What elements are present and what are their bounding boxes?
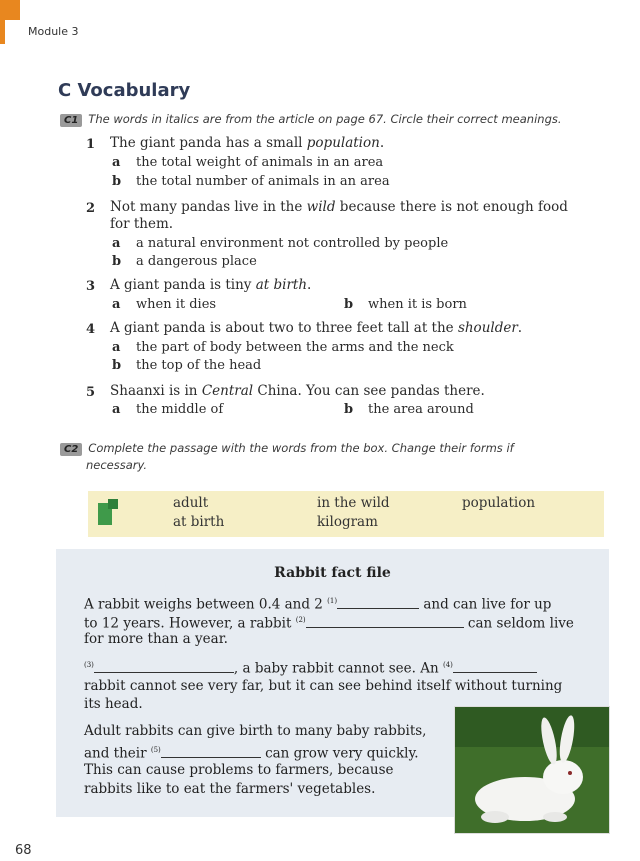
word-box [88, 491, 604, 537]
blank-5[interactable] [161, 745, 261, 758]
fact-line-7: Adult rabbits can give birth to many baby rabbits, [84, 723, 427, 739]
q2-text-cont: for them. [110, 216, 174, 232]
q1-option-b[interactable]: b the total number of animals in an area [112, 174, 390, 189]
q3-option-b[interactable]: b when it is born [344, 297, 467, 312]
fact-line-8: and their $^{(5)}$ can grow very quickly. [84, 745, 419, 762]
word-kilogram: kilogram [317, 514, 378, 530]
c1-tag: C1 [60, 114, 82, 127]
section-title: C Vocabulary [58, 80, 191, 101]
c2-instruction: C2 Complete the passage with the words from the box. Change their forms if necessary. [60, 440, 514, 474]
blank-2[interactable] [306, 615, 464, 628]
fact-line-4: $^{(3)}$ , a baby rabbit cannot see. An $^{(4)}$ [84, 656, 537, 679]
q2-option-a[interactable]: a a natural environment not controlled by people [112, 236, 449, 251]
q3-text: A giant panda is tiny at birth. [110, 277, 312, 293]
q1-keyword: population [306, 135, 380, 151]
q5-number: 5 [86, 385, 96, 400]
q3-option-a[interactable]: a when it dies [112, 297, 217, 312]
q1-number: 1 [86, 137, 96, 152]
module-label: Module 3 [28, 25, 79, 38]
q4-text: A giant panda is about two to three feet tall at the shoulder. [110, 320, 523, 336]
fact-line-6: its head. [84, 696, 143, 712]
fact-line-1: A rabbit weighs between 0.4 and 2 $^{(1)}$ and can live for up [84, 596, 552, 613]
q3-keyword: at birth [255, 277, 308, 293]
q2-keyword: wild [306, 199, 336, 215]
c1-instruction-text: The words in italics are from the article on page 67. Circle their correct meanings. [88, 112, 562, 126]
q5-text: Shaanxi is in Central China. You can see pandas there. [110, 383, 485, 399]
q1-option-a[interactable]: a the total weight of animals in an area [112, 155, 384, 170]
q2-option-b[interactable]: b a dangerous place [112, 254, 257, 269]
c2-tag: C2 [60, 443, 82, 456]
blank-3[interactable] [94, 660, 234, 673]
fact-line-2: to 12 years. However, a rabbit $^{(2)}$ can seldom live [84, 615, 574, 632]
c1-instruction [60, 112, 562, 127]
page-number: 68 [15, 843, 32, 858]
word-box-icon-accent [108, 499, 118, 509]
q3-number: 3 [86, 279, 96, 294]
fact-line-5: rabbit cannot see very far, but it can see behind itself without turning [84, 678, 563, 694]
q2-text: Not many pandas live in the wild because there is not enough food [110, 199, 568, 215]
q4-keyword: shoulder [457, 320, 518, 336]
word-at-birth: at birth [173, 514, 225, 530]
q4-option-b[interactable]: b the top of the head [112, 358, 262, 373]
q5-option-b[interactable]: b the area around [344, 402, 474, 417]
q5-keyword: Central [201, 383, 254, 399]
q4-number: 4 [86, 322, 96, 337]
word-population: population [462, 495, 536, 511]
q4-option-a[interactable]: a the part of body between the arms and the neck [112, 340, 454, 355]
q2-number: 2 [86, 201, 96, 216]
blank-1[interactable] [337, 596, 419, 609]
rabbit-photo [454, 706, 610, 834]
fact-line-3: for more than a year. [84, 631, 228, 647]
rabbit-illustration [455, 707, 609, 833]
word-in-the-wild: in the wild [317, 495, 390, 511]
blank-4[interactable] [453, 660, 537, 673]
q5-option-a[interactable]: a the middle of [112, 402, 224, 417]
fact-file-title: Rabbit fact file [274, 565, 391, 581]
q1-text: The giant panda has a small population. [110, 135, 385, 151]
corner-accent-bar [0, 0, 5, 44]
fact-line-9: This can cause problems to farmers, because [84, 762, 394, 778]
word-adult: adult [173, 495, 209, 511]
fact-line-10: rabbits like to eat the farmers' vegetables. [84, 781, 376, 797]
